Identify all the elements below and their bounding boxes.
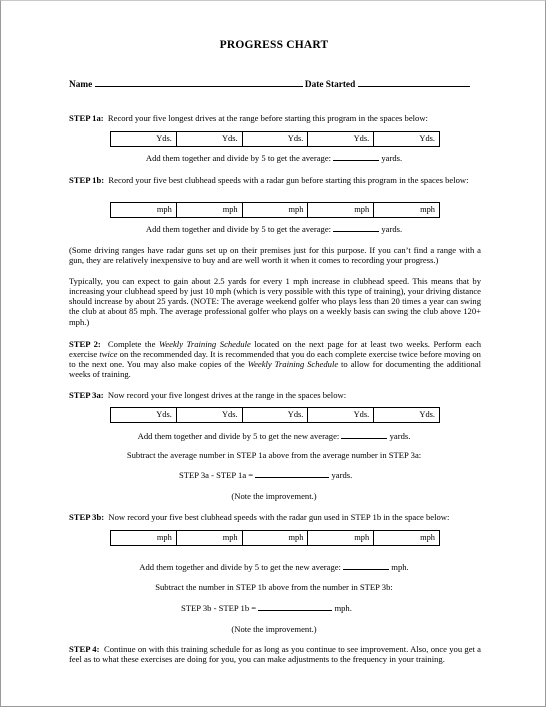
name-label: Name [69,80,93,90]
step3a-equation-left: STEP 3a - STEP 1a = [179,470,254,480]
step3a-instruction [69,390,481,400]
step3a-cell[interactable]: Yds. [308,408,374,422]
step3b-instruction [69,512,481,522]
step1a-cell[interactable]: Yds. [308,132,374,146]
step3b-subtract-text: Subtract the number in STEP 1b above from the number in STEP 3b: [155,582,393,592]
step1a-average-text: Add them together and divide by 5 to get the average: [145,153,332,163]
step3b-average-field[interactable] [343,562,389,570]
step3b-equation-left: STEP 3b - STEP 1b = [181,603,257,613]
step1b-label: STEP 1b: [69,175,105,185]
step3a-cell[interactable]: Yds. [243,408,309,422]
step1a-average-unit: yards. [381,153,403,163]
radar-gun-note: (Some driving ranges have radar guns set up on their premises just for this purpose. If you can’t find a range with a gun, they are relatively inexpensive to buy and are well worth it when it comes to recording your progress.) [69,245,481,266]
step1b-instruction [69,175,481,185]
step1a-average-field[interactable] [333,153,379,161]
step3a-label: STEP 3a: [69,390,104,400]
step4-instruction [69,644,481,664]
step3a-text: Now record your five longest drives at the range in the spaces below: [107,390,347,400]
step3b-cell[interactable]: mph [177,531,243,545]
step2-label: STEP 2: [69,339,101,349]
step1a-cell[interactable]: Yds. [111,132,177,146]
step2-text-2: located on the next page for at least two weeks. Perform each exercise [69,339,482,360]
step1a-cell[interactable]: Yds. [177,132,243,146]
date-started-field[interactable] [358,79,470,87]
step3b-cell[interactable]: mph [111,531,177,545]
step3a-cell[interactable]: Yds. [111,408,177,422]
step3b-average-text: Add them together and divide by 5 to get the new average: [139,562,341,572]
step1a-average-line [1,153,546,163]
step1b-average-field[interactable] [333,224,379,232]
step1a-cell[interactable]: Yds. [419,134,435,143]
step3a-average-field[interactable] [341,431,387,439]
step1b-cell[interactable]: mph [308,203,374,217]
step3a-difference-field[interactable] [255,470,329,478]
step1b-average-line [1,224,546,234]
step3a-improvement-note: (Note the improvement.) [231,491,317,501]
name-field[interactable] [95,79,303,87]
step3b-improvement-note: (Note the improvement.) [231,624,317,634]
step3b-average-unit: mph. [391,562,409,572]
step2-italic-3: Weekly Training Schedule [247,359,339,370]
step4-text: Continue on with this training schedule for as long as you continue to see improvement. Also, once you get a feel as to what these exercises are doing for you, you can make adjustments to the frequency in your training. [69,644,482,665]
step3b-cell[interactable]: mph [420,533,435,542]
step3b-cell[interactable]: mph [243,531,309,545]
step3a-average-unit: yards. [389,431,411,441]
step3a-yards-row [110,407,440,423]
step2-text-3: on the recommended day. It is recommended that you do each complete exercise twice before moving on to the next one. You may also make copies of the [69,349,481,370]
step3b-equation-unit: mph. [334,603,352,613]
step3b-text: Now record your five best clubhead speeds with the radar gun used in STEP 1b in the space below: [108,512,450,522]
step2-instruction [69,339,481,380]
step1b-cell[interactable]: mph [177,203,243,217]
step3b-mph-row [110,530,440,546]
step3a-cell[interactable]: Yds. [419,410,435,419]
step3a-subtract-text: Subtract the average number in STEP 1a above from the average number in STEP 3a: [126,450,422,460]
step1b-text: Record your five best clubhead speeds with a radar gun before starting this program in the spaces below: [108,175,469,185]
typical-gain-note: Typically, you can expect to gain about 2.5 yards for every 1 mph increase in clubhead speed. This means that by increasing your clubhead speed by just 10 mph (which is very possible with this type of training), your driving distance should increase by about 25 yards. (NOTE: The average weekend golfer who plays less than 20 times a year can swing the club at about 85 mph. The average professional golfer who plays on a weekly basis can swing the club above 120+ mph.) [69,276,481,327]
step3a-equation [179,470,352,480]
step1b-average-unit: yards. [381,224,403,234]
step1b-average-text: Add them together and divide by 5 to get the average: [145,224,332,234]
step3b-difference-field[interactable] [258,603,332,611]
step1a-text: Record your five longest drives at the range before starting this program in the spaces below: [107,113,428,123]
step2-italic-1: Weekly Training Schedule [159,339,251,349]
step3a-cell[interactable]: Yds. [177,408,243,422]
step1a-instruction [69,113,481,123]
step1b-cell[interactable]: mph [243,203,309,217]
step4-label: STEP 4: [69,644,100,654]
page-title: PROGRESS CHART [219,39,329,51]
step2-text-4: to allow for documenting the additional weeks of training. [69,359,481,380]
step1b-cell[interactable]: mph [111,203,177,217]
step1a-label: STEP 1a: [69,113,104,123]
name-date-line [69,79,470,91]
step3b-cell[interactable]: mph [308,531,374,545]
step1a-yards-row [110,131,440,147]
step2-italic-2: twice [99,349,118,360]
step1b-cell[interactable]: mph [420,205,435,214]
date-started-label: Date Started [304,80,356,90]
step3b-label: STEP 3b: [69,512,105,522]
step3b-equation [181,603,352,613]
step3b-average-line [1,562,546,572]
step1a-cell[interactable]: Yds. [243,132,309,146]
step3a-equation-unit: yards. [331,470,353,480]
step3a-average-line [1,431,546,441]
step3a-average-text: Add them together and divide by 5 to get the new average: [137,431,340,441]
step2-text-1: Complete the [107,339,156,349]
step1b-mph-row [110,202,440,218]
